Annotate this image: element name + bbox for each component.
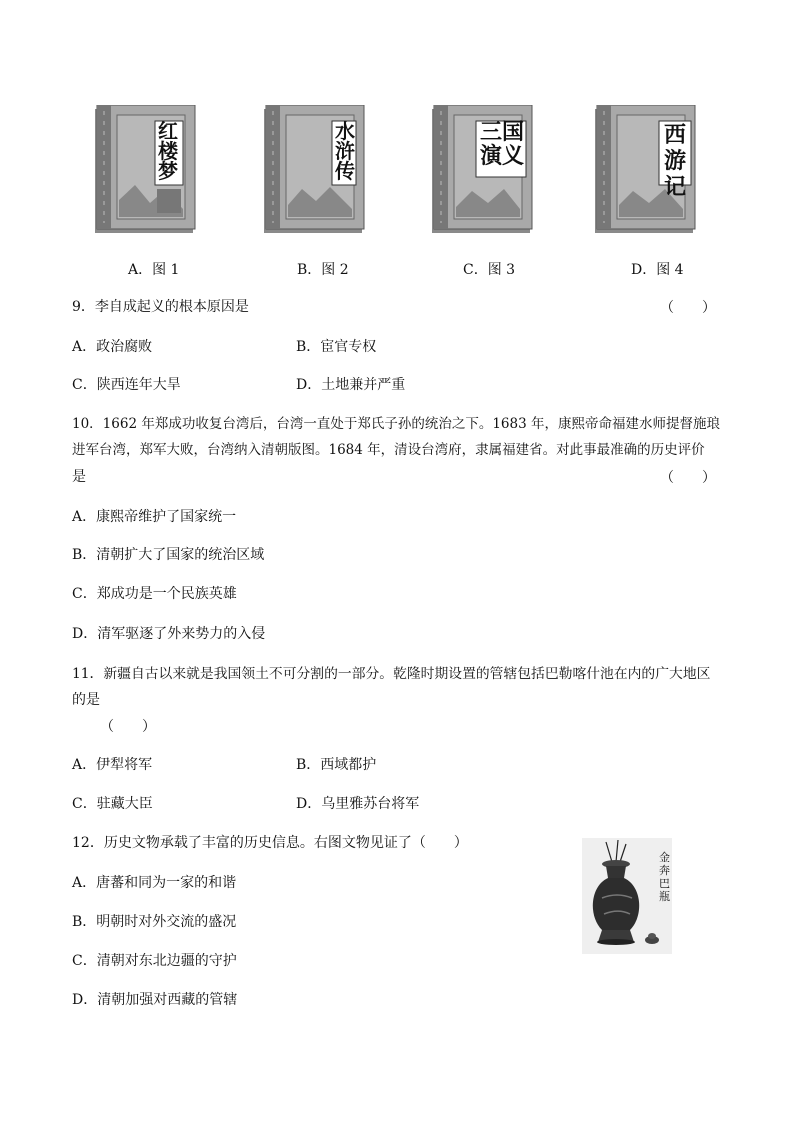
question-11-option-a[interactable]: A．伊犁将军 — [72, 757, 153, 773]
answer-paren-9: （ ） — [660, 300, 716, 316]
artifact-label: 金奔巴瓶 — [659, 851, 670, 903]
answer-paren-11: （ ） — [100, 719, 156, 735]
book-title: 三国演义 — [479, 119, 524, 169]
question-9-option-d[interactable]: D．土地兼并严重 — [296, 377, 406, 393]
question-11-option-d[interactable]: D．乌里雅苏台将军 — [296, 796, 420, 812]
question-9-option-b[interactable]: B．宦官专权 — [296, 339, 377, 355]
question-9-stem: 9．李自成起义的根本原因是 — [72, 299, 249, 315]
question-11-stem-line1: 11．新疆自古以来就是我国领土不可分割的一部分。乾隆时期设置的管辖包括巴勒喀什池在内的广大地区 — [72, 666, 711, 682]
option-b-caption[interactable]: B．图 2 — [297, 262, 349, 278]
question-12-stem: 12．历史文物承载了丰富的历史信息。右图文物见证了（ ） — [72, 835, 468, 851]
question-10-stem-line1: 10．1662 年郑成功收复台湾后，台湾一直处于郑氏子孙的统治之下。1683 年，康熙帝命福建水师提督施琅 — [72, 416, 720, 432]
book-title: 西游记 — [663, 122, 686, 200]
question-12-option-c[interactable]: C．清朝对东北边疆的守护 — [72, 953, 237, 969]
question-10-stem-line2: 进军台湾，郑军大败，台湾纳入清朝版图。1684 年，清设台湾府，隶属福建省。对此事最准确的历史评价 — [72, 442, 705, 458]
question-10-option-a[interactable]: A．康熙帝维护了国家统一 — [72, 509, 237, 525]
question-12-option-a[interactable]: A．唐蕃和同为一家的和谐 — [72, 875, 237, 891]
question-11-option-c[interactable]: C．驻藏大臣 — [72, 796, 153, 812]
question-11-option-b[interactable]: B．西域都护 — [296, 757, 377, 773]
question-9-option-c[interactable]: C．陕西连年大旱 — [72, 377, 181, 393]
book-title: 红楼梦 — [158, 119, 178, 183]
question-12-option-d[interactable]: D．清朝加强对西藏的管辖 — [72, 992, 238, 1008]
question-11-stem-line2: 的是 — [72, 692, 100, 708]
option-a-caption[interactable]: A．图 1 — [128, 262, 180, 278]
question-10-option-b[interactable]: B．清朝扩大了国家的统治区域 — [72, 547, 265, 563]
question-12-option-b[interactable]: B．明朝时对外交流的盛况 — [72, 914, 237, 930]
answer-paren-10: （ ） — [660, 470, 716, 486]
option-d-caption[interactable]: D．图 4 — [631, 262, 684, 278]
book-cover-honglou — [95, 105, 199, 235]
question-10-option-c[interactable]: C．郑成功是一个民族英雄 — [72, 586, 237, 602]
question-9-option-a[interactable]: A．政治腐败 — [72, 339, 153, 355]
question-10-option-d[interactable]: D．清军驱逐了外来势力的入侵 — [72, 626, 266, 642]
question-10-stem-line3: 是 — [72, 469, 86, 485]
book-title: 水浒传 — [335, 119, 355, 183]
option-c-caption[interactable]: C．图 3 — [463, 262, 516, 278]
